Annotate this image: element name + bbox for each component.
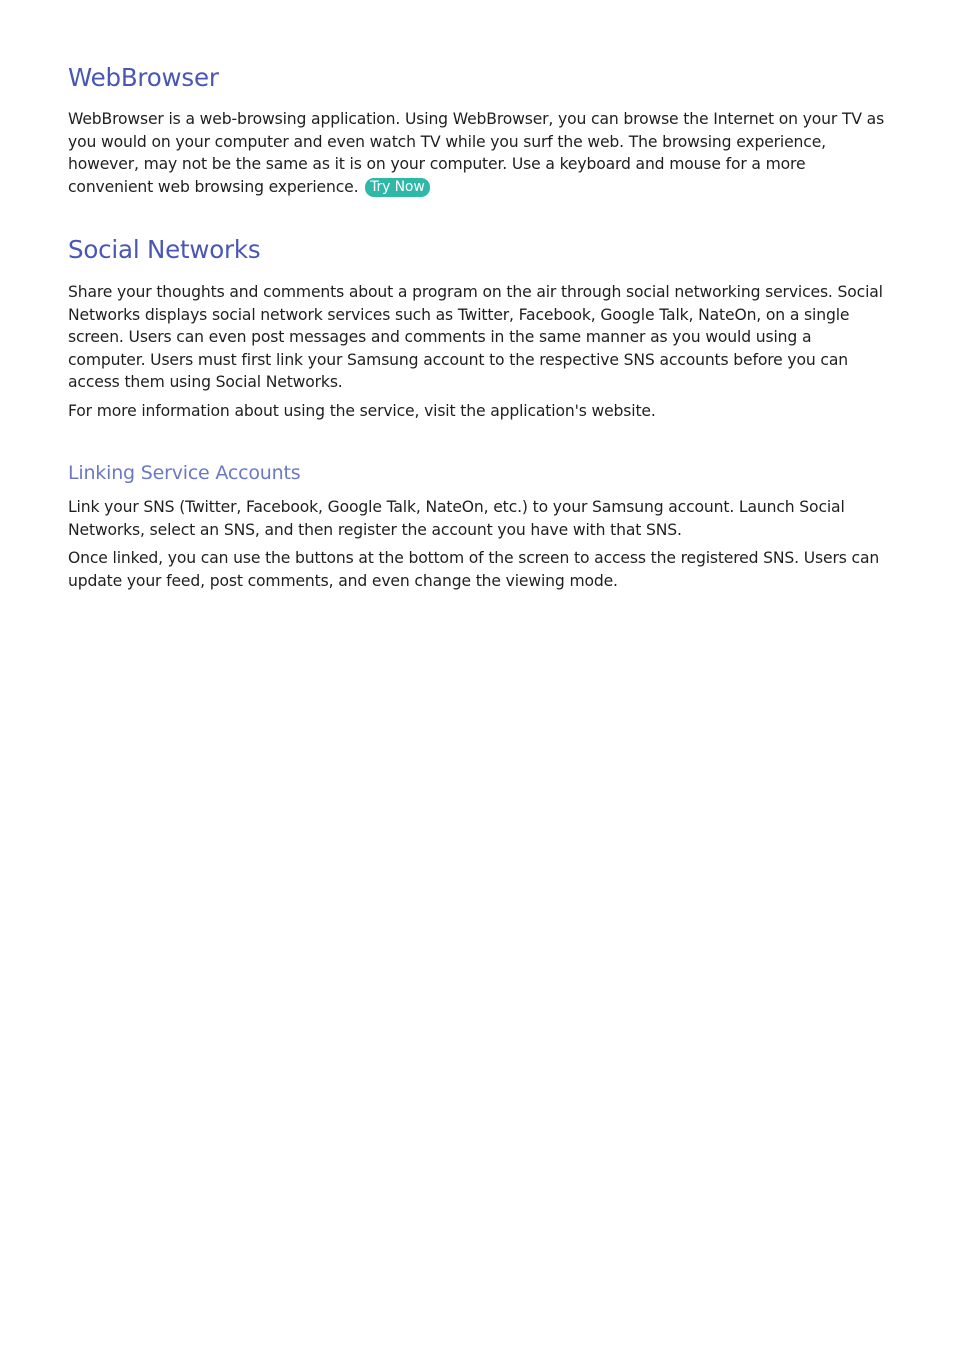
section-social-networks xyxy=(68,230,890,422)
document-page xyxy=(68,58,890,592)
section-webbrowser xyxy=(68,58,890,198)
paragraph-social-networks-1: Share your thoughts and comments about a program on the air through social networking services. Social Networks displays social network services such as Twitter, Facebook, Google Talk, NateOn, on a single screen. Users can even post messages and comments in the same manner as you would using a computer. Users must first link your Samsung account to the respective SNS accounts before you can access them using Social Networks. xyxy=(68,283,883,391)
paragraph-webbrowser xyxy=(68,108,890,198)
heading-social-networks: Social Networks xyxy=(68,235,261,264)
paragraph-linking-2: Once linked, you can use the buttons at the bottom of the screen to access the registered SNS. Users can update your feed, post comments, and even change the viewing mode. xyxy=(68,549,880,590)
heading-linking-service-accounts: Linking Service Accounts xyxy=(68,462,301,484)
try-now-button[interactable]: Try Now xyxy=(365,178,429,197)
paragraph-webbrowser-text: WebBrowser is a web-browsing application. Using WebBrowser, you can browse the Internet on your TV as you would on your computer and even watch TV while you surf the web. The browsing experience, however, may not be the same as it is on your computer. Use a keyboard and mouse for a more convenient web browsing experience. xyxy=(68,110,885,196)
paragraph-social-networks-2: For more information about using the service, visit the application's website. xyxy=(68,401,656,420)
section-linking-service-accounts xyxy=(68,458,890,592)
paragraph-linking-1: Link your SNS (Twitter, Facebook, Google Talk, NateOn, etc.) to your Samsung account. Launch Social Networks, select an SNS, and then register the account you have with that SNS. xyxy=(68,498,845,539)
heading-webbrowser: WebBrowser xyxy=(68,63,219,92)
